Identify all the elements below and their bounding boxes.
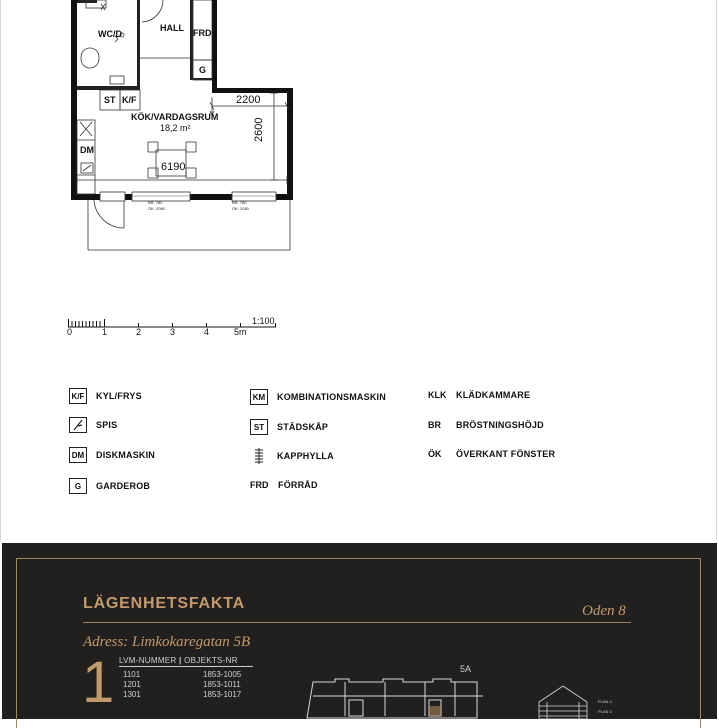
- plan-3-label: PLAN 3: [598, 709, 612, 714]
- room-label-hall: HALL: [160, 23, 184, 33]
- facts-address: Adress: Limkokaregatan 5B: [83, 634, 251, 650]
- dimension-2600: 2600: [253, 117, 265, 142]
- object-table: [119, 656, 253, 700]
- legend-code-klk: KLK: [428, 390, 447, 400]
- scale-tick-2: 2: [136, 327, 142, 337]
- legend-item-km: [250, 387, 386, 407]
- building-elevation-key: [535, 680, 595, 719]
- window-br-1: BR: 780: [148, 200, 163, 205]
- col-lvm: LVM-NUMMER: [119, 656, 177, 665]
- dimension-2200: 2200: [236, 94, 261, 106]
- legend-item-st: [250, 417, 328, 437]
- project-name: Oden 8: [582, 603, 626, 619]
- legend-code-dm: DM: [69, 447, 87, 463]
- lvm-1: 1101: [123, 670, 141, 679]
- legend-item-br: [428, 415, 544, 435]
- scale-tick-3: 3: [170, 327, 176, 337]
- building-key-plan: [305, 676, 485, 719]
- floor-plan: [60, 0, 310, 260]
- window-ok-1: ÖK: 2080: [148, 206, 165, 211]
- legend-code-st: ST: [250, 419, 268, 435]
- table-row: [119, 680, 253, 690]
- legend-text-kf: KYL/FRYS: [96, 391, 142, 401]
- legend-item-klk: [428, 385, 530, 405]
- legend-code-frd: FRD: [250, 480, 269, 490]
- legend-text-g: GARDEROB: [96, 481, 151, 491]
- obj-2: 1853-1011: [203, 680, 241, 689]
- legend-text-frd: FÖRRÅD: [278, 480, 318, 490]
- facts-title: LÄGENHETSFAKTA: [83, 595, 246, 612]
- facts-divider: [83, 622, 631, 623]
- legend-text-kapphylla: KAPPHYLLA: [277, 451, 334, 461]
- col-obj: OBJEKTS-NR: [184, 656, 238, 665]
- scale-tick-5: 5m: [234, 327, 247, 337]
- room-label-st: ST: [104, 95, 116, 105]
- legend-item-dm: [69, 445, 155, 465]
- scale-tick-1: 1: [102, 327, 108, 337]
- legend-item-frd: [250, 475, 318, 495]
- scale-tick-4: 4: [204, 327, 210, 337]
- window-br-2: BR: 780: [232, 200, 247, 205]
- room-area-kitchen: 18,2 m²: [160, 123, 191, 133]
- building-label: 5A: [460, 664, 472, 674]
- legend-item-kf: [69, 386, 142, 406]
- obj-1: 1853-1005: [203, 670, 242, 679]
- legend-code-kf: K/F: [69, 388, 87, 404]
- floor-number: 1: [82, 650, 115, 715]
- legend-code-km: KM: [250, 389, 268, 405]
- lvm-2: 1201: [123, 680, 141, 689]
- legend-text-klk: KLÄDKAMMARE: [456, 390, 531, 400]
- legend-item-ok: [428, 444, 555, 464]
- table-row: [119, 690, 253, 700]
- legend-code-ok: ÖK: [428, 449, 442, 459]
- legend-text-spis: SPIS: [96, 420, 118, 430]
- legend-item-g: [69, 476, 150, 496]
- room-label-wc: WC/D: [98, 29, 122, 39]
- legend-item-kapphylla: [250, 446, 334, 466]
- room-label-g: G: [199, 65, 207, 75]
- room-label-kitchen: KÖK/VARDAGSRUM: [131, 112, 219, 122]
- stove-icon: [69, 417, 87, 433]
- dimension-6190: 6190: [161, 161, 186, 173]
- room-label-frd: FRD: [193, 28, 212, 38]
- lvm-3: 1301: [123, 690, 141, 699]
- coat-rack-icon: [250, 448, 268, 464]
- legend-text-km: KOMBINATIONSMASKIN: [277, 392, 386, 402]
- table-row: [119, 670, 253, 680]
- legend: [0, 380, 719, 510]
- legend-text-st: STÄDSKÅP: [277, 422, 329, 432]
- legend-text-dm: DISKMASKIN: [96, 450, 156, 460]
- object-table-header: LVM-NUMMER | OBJEKTS-NR: [119, 656, 253, 667]
- legend-code-g: G: [69, 478, 87, 494]
- window-ok-2: ÖK: 2080: [232, 206, 249, 211]
- scale-ratio: 1:100: [252, 316, 275, 326]
- plan-4-label: PLAN 4: [598, 699, 612, 704]
- room-label-dm: DM: [80, 145, 94, 155]
- legend-text-br: BRÖSTNINGSHÖJD: [456, 420, 544, 430]
- obj-3: 1853-1017: [203, 690, 242, 699]
- interior-walls: [77, 0, 212, 90]
- legend-code-br: BR: [428, 420, 441, 430]
- scale-bar: [68, 316, 288, 340]
- scale-tick-0: 0: [67, 327, 73, 337]
- legend-text-ok: ÖVERKANT FÖNSTER: [456, 449, 556, 459]
- legend-item-spis: [69, 415, 117, 435]
- room-label-kf: K/F: [122, 95, 137, 105]
